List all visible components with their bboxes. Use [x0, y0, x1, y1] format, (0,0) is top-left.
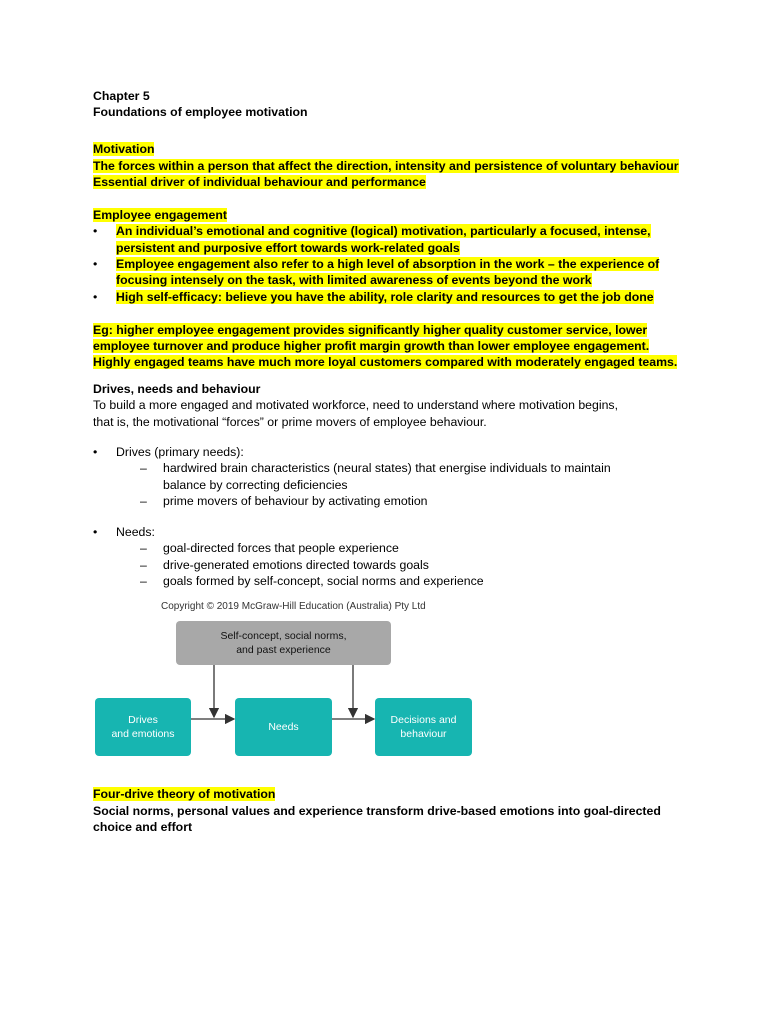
needs-box: Needs	[235, 698, 332, 756]
dash-icon: –	[140, 557, 147, 572]
motivation-heading: Motivation	[93, 142, 155, 157]
bullet-icon: •	[93, 445, 98, 460]
document-page: Chapter 5 Foundations of employee motivation Motivation The forces within a person that affect the direction, intensity and persistence of voluntary behaviour Essential driver of individual behaviour and performance Employee engagement • An individual’s emotional and cognitive (logical) motivation, particularly a focused, intense, persistent and purposive effort towards work-related goals • Employee engagement also refer to a high level of absorption in the work – the experience of focusing intensely on the task, with limited awareness of events beyond the work • High self-efficacy: believe you have the ability, role clarity and resources to get the job done Eg: higher employee engagement provides significantly higher quality customer service, lower employee turnover and produce higher profit margin growth than lower employee engagement. Highly engaged teams have much more loyal customers compared with moderately engaged teams. Drives, needs and behaviour To build a more engaged and motivated workforce, need to understand where motivation begins, that is, the motivational “forces” or prime movers of employee behaviour. • Drives (primary needs): – hardwired brain characteristics (neural states) that energise individuals to maintain balance by correcting deficiencies – prime movers of behaviour by activating emotion • Needs: – goal-directed forces that people experience – drive-generated emotions directed towards goals – goals formed by self-concept, social norms and experience Copyright © 2019 McGraw-Hill Education (Australia) Pty Ltd Self-concept, social norms, and past experience Drives and emotions Needs Decisions and behaviour Four-drive theory of motivation Social norms, personal values and experience transform drive-based emotions into goal-directed choice and effort	[93, 88, 683, 836]
motivation-diagram	[94, 599, 474, 764]
four-drive-heading: Four-drive theory of motivation	[93, 787, 276, 802]
drives-intro: To build a more engaged and motivated workforce, need to understand where motivation begins,	[93, 398, 618, 413]
bullet-icon: •	[93, 257, 98, 272]
drives-box: Drives and emotions	[95, 698, 191, 756]
engagement-heading: Employee engagement	[93, 207, 227, 222]
list-item: • Employee engagement also refer to a high level of absorption in the work – the experience of focusing intensely on the task, with limited awareness of events beyond the work	[93, 257, 660, 288]
self-concept-box: Self-concept, social norms, and past experience	[176, 621, 391, 665]
list-item: • An individual’s emotional and cognitive (logical) motivation, particularly a focused, intense, persistent and purposive effort towards work-related goals	[93, 224, 651, 255]
list-item	[93, 524, 683, 540]
dash-icon: –	[140, 494, 147, 509]
decisions-box: Decisions and behaviour	[375, 698, 472, 756]
chapter-title: Foundations of employee motivation	[93, 105, 308, 120]
bullet-icon: •	[93, 224, 98, 239]
dash-icon: –	[140, 461, 147, 476]
sub-list-item: – prime movers of behaviour by activating emotion	[140, 494, 428, 509]
chapter-label: Chapter 5	[93, 89, 150, 103]
list-item	[93, 444, 683, 460]
motivation-driver: Essential driver of individual behaviour and performance	[93, 175, 426, 190]
sub-list-item: – drive-generated emotions directed towards goals	[140, 557, 429, 572]
dash-icon: –	[140, 573, 147, 588]
sub-list-item: – goals formed by self-concept, social norms and experience	[140, 573, 484, 588]
drives-heading: Drives, needs and behaviour	[93, 381, 261, 396]
bullet-icon: •	[93, 289, 98, 304]
dash-icon: –	[140, 541, 147, 556]
motivation-definition: The forces within a person that affect the direction, intensity and persistence of voluntary behaviour	[93, 158, 679, 173]
engagement-example: Eg: higher employee engagement provides significantly higher quality customer service, lower	[93, 322, 648, 337]
sub-list-item: – hardwired brain characteristics (neural states) that energise individuals to maintain balance by correcting deficiencies	[140, 461, 611, 492]
needs-label: Needs:	[116, 524, 155, 539]
list-item: • High self-efficacy: believe you have the ability, role clarity and resources to get the job done	[93, 289, 654, 304]
bullet-icon: •	[93, 524, 98, 539]
sub-list-item: – goal-directed forces that people experience	[140, 541, 399, 556]
figure-copyright: Copyright © 2019 McGraw-Hill Education (Australia) Pty Ltd	[161, 601, 426, 613]
four-drive-text: Social norms, personal values and experience transform drive-based emotions into goal-directed	[93, 803, 661, 818]
drives-label: Drives (primary needs):	[116, 445, 244, 460]
